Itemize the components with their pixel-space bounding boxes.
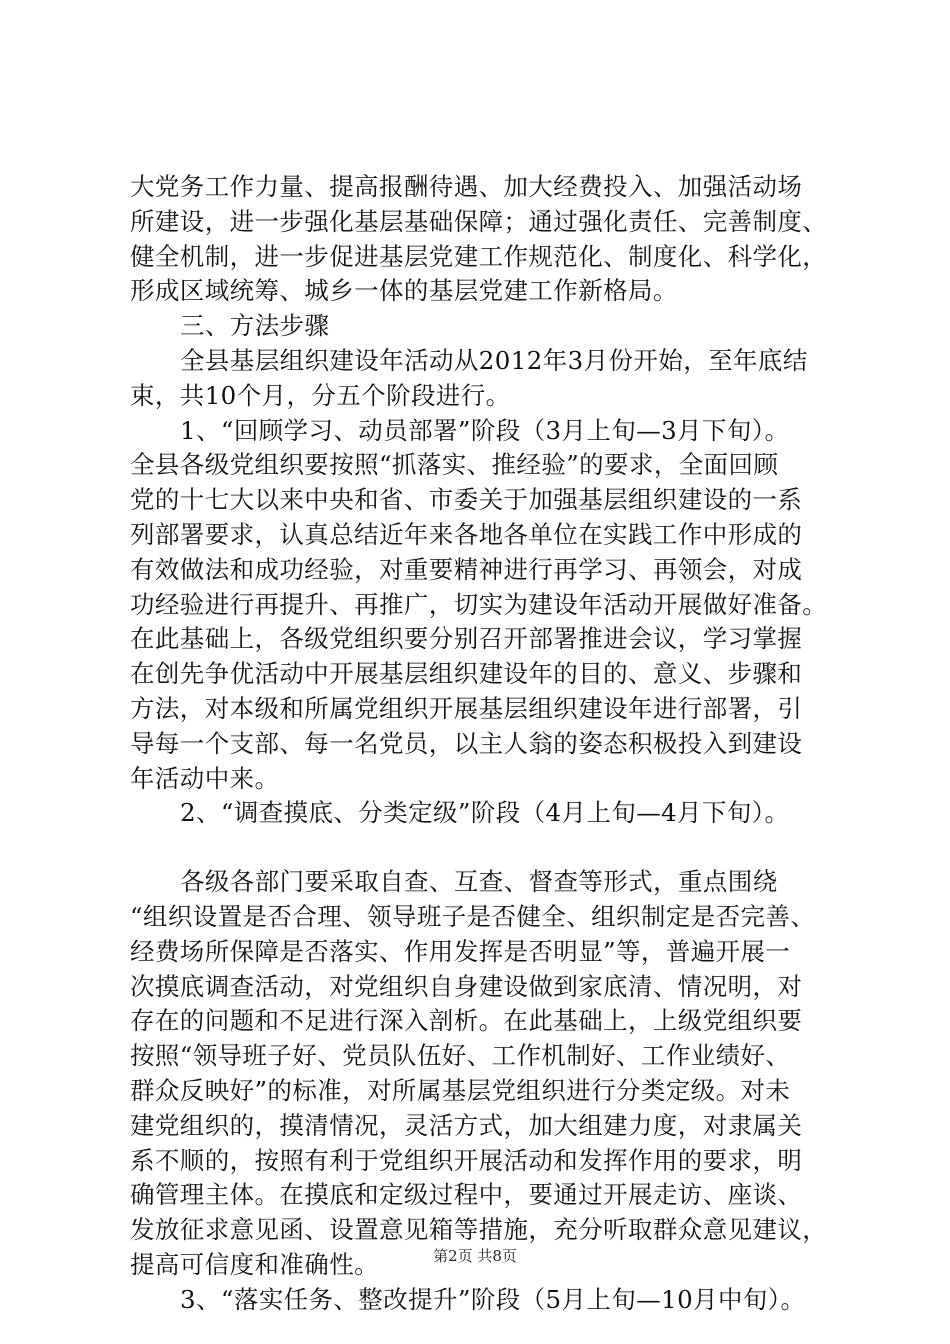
text-line: 经费场所保障是否落实、作用发挥是否明显”等，普遍开展一 — [130, 936, 791, 966]
text-line: 健全机制，进一步促进基层党建工作规范化、制度化、科学化， — [130, 241, 828, 271]
text-line: 发放征求意见函、设置意见箱等措施，充分听取群众意见建议， — [130, 1215, 828, 1245]
step-heading: 1、“回顾学习、动员部署”阶段（3月上旬—3月下旬）。 — [180, 415, 790, 445]
text-line: 建党组织的，摸清情况，灵活方式，加大组建力度，对隶属关 — [130, 1110, 803, 1140]
text-line: 各级各部门要采取自查、互查、督查等形式，重点围绕 — [180, 867, 778, 897]
text-line: 形成区域统筹、城乡一体的基层党建工作新格局。 — [130, 276, 678, 306]
text-line: 全县基层组织建设年活动从2012年3月份开始，至年底结 — [180, 345, 808, 375]
text-line: 提高可信度和准确性。 — [130, 1249, 379, 1279]
text-line: 全县各级党组织要按照“抓落实、推经验”的要求，全面回顾 — [130, 450, 779, 480]
text-line: 束，共10个月，分五个阶段进行。 — [130, 380, 511, 410]
text-line: 确管理主体。在摸底和定级过程中，要通过开展走访、座谈、 — [130, 1180, 803, 1210]
page-number: 第2页 共8页 — [433, 1247, 517, 1265]
text-line: 次摸底调查活动，对党组织自身建设做到家底清、情况明，对 — [130, 971, 803, 1001]
text-line: 有效做法和成功经验，对重要精神进行再学习、再领会，对成 — [130, 554, 803, 584]
text-line: “组织设置是否合理、领导班子是否健全、组织制定是否完善、 — [130, 901, 816, 931]
text-line: 列部署要求，认真总结近年来各地各单位在实践工作中形成的 — [130, 519, 803, 549]
paragraph-gap — [130, 831, 830, 865]
page-footer — [0, 1245, 950, 1266]
step-heading: 3、“落实任务、整改提升”阶段（5月上旬—10月中旬）。 — [180, 1284, 806, 1314]
text-line: 所建设，进一步强化基层基础保障；通过强化责任、完善制度、 — [130, 206, 828, 236]
text-line: 群众反映好”的标准，对所属基层党组织进行分类定级。对未 — [130, 1075, 791, 1105]
text-line: 方法，对本级和所属党组织开展基层组织建设年进行部署，引 — [130, 693, 803, 723]
text-line: 导每一个支部、每一名党员，以主人翁的姿态积极投入到建设 — [130, 728, 803, 758]
text-line: 在此基础上，各级党组织要分别召开部署推进会议，学习掌握 — [130, 624, 803, 654]
text-line: 大党务工作力量、提高报酬待遇、加大经费投入、加强活动场 — [130, 172, 803, 201]
text-line: 系不顺的，按照有利于党组织开展活动和发挥作用的要求，明 — [130, 1145, 803, 1175]
text-line: 年活动中来。 — [130, 763, 280, 793]
step-heading: 2、“调查摸底、分类定级”阶段（4月上旬—4月下旬）。 — [180, 798, 790, 828]
text-line: 存在的问题和不足进行深入剖析。在此基础上，上级党组织要 — [130, 1006, 803, 1036]
document-body — [130, 170, 830, 1318]
text-line: 功经验进行再提升、再推广，切实为建设年活动开展做好准备。 — [130, 589, 828, 619]
text-line: 在创先争优活动中开展基层组织建设年的目的、意义、步骤和 — [130, 659, 803, 689]
text-line: 党的十七大以来中央和省、市委关于加强基层组织建设的一系 — [130, 485, 803, 515]
section-heading: 三、方法步骤 — [180, 311, 330, 341]
text-line: 按照“领导班子好、党员队伍好、工作机制好、工作业绩好、 — [130, 1041, 791, 1071]
